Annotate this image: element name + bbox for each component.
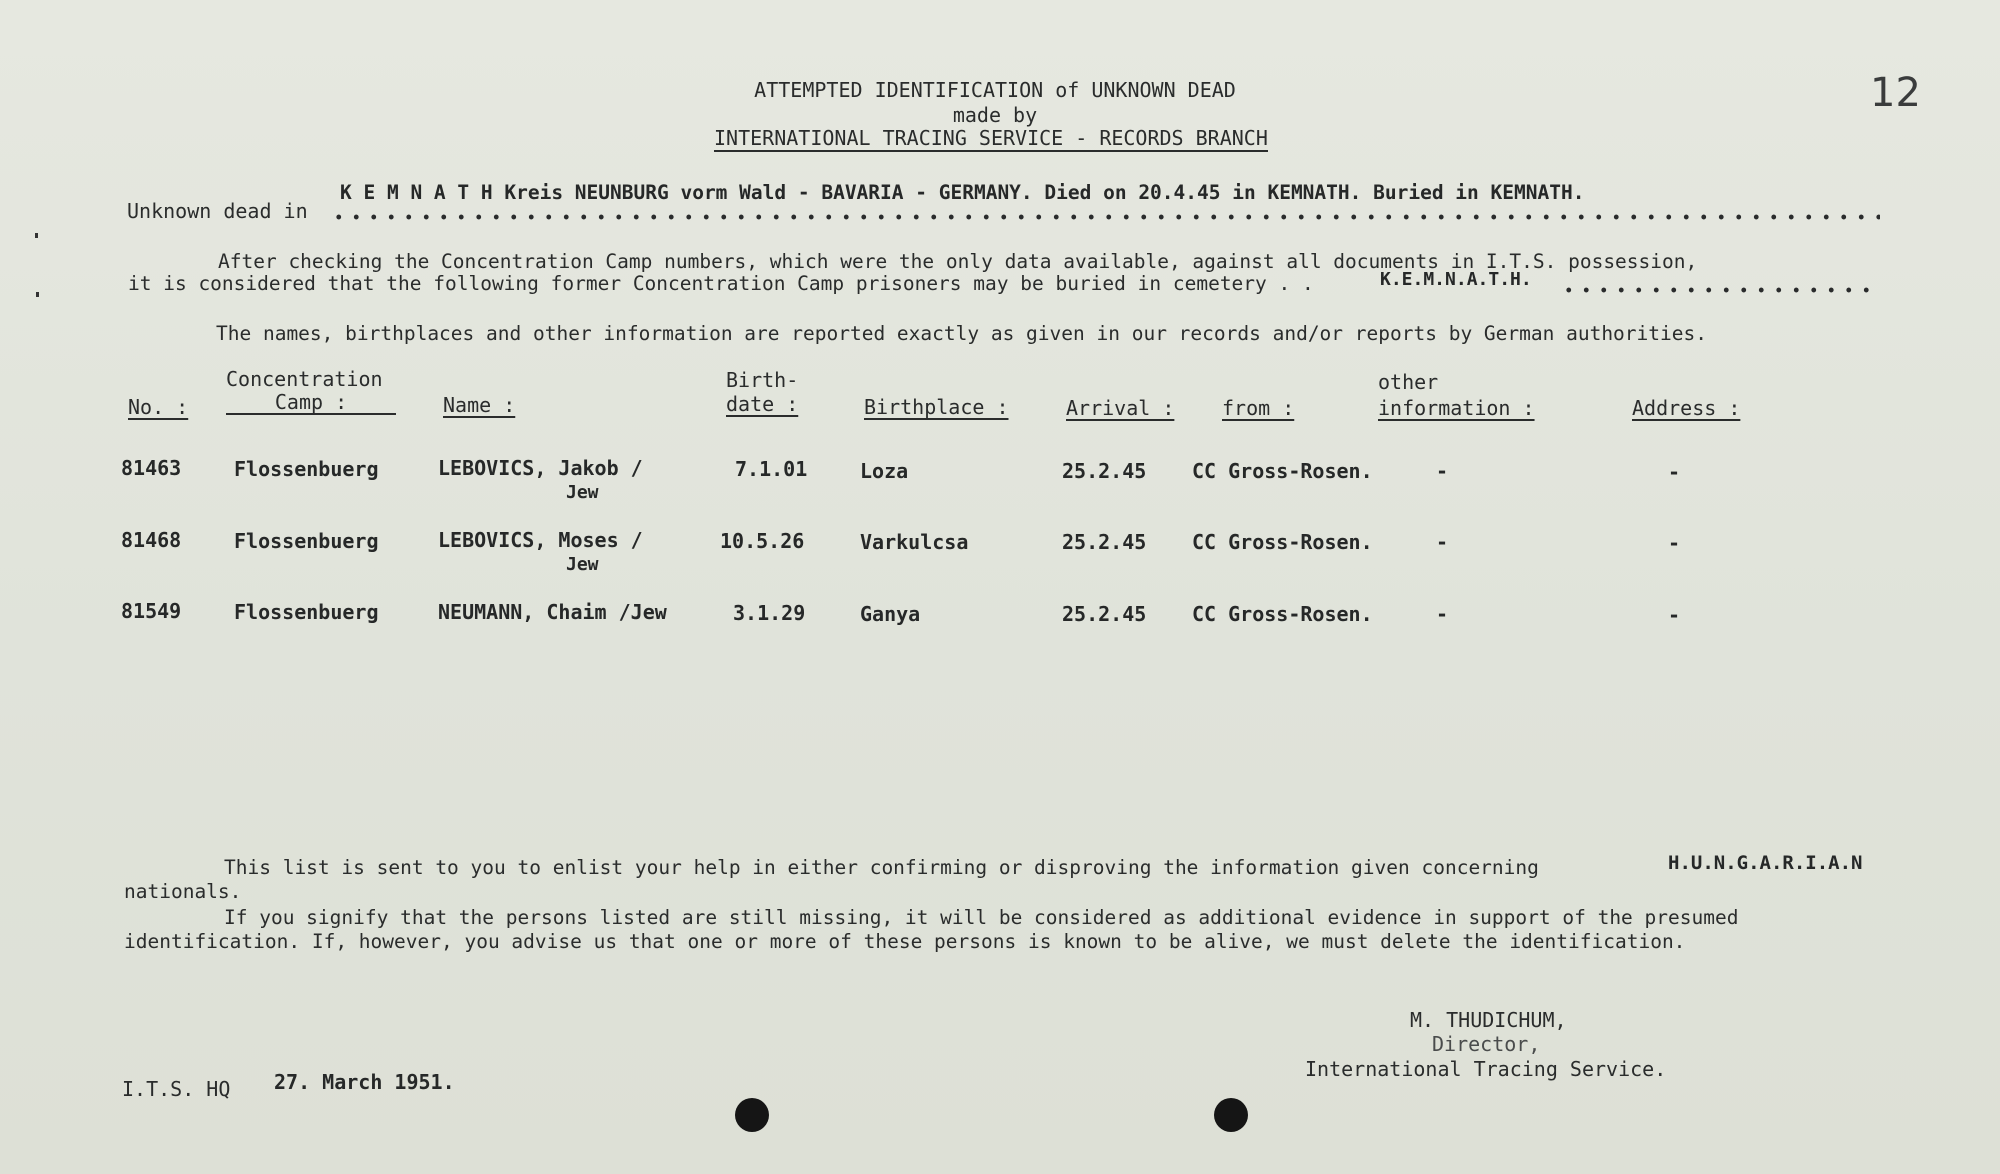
row1-name-line2: Jew (566, 482, 599, 503)
footer-p2-line2: identification. If, however, you advise us that one or more of these persons is known to be alive, we must delete the identification. (124, 930, 1686, 953)
paper-speck (36, 292, 39, 297)
cemetery-name: K.E.M.N.A.T.H. (1380, 269, 1532, 290)
dotted-leader (330, 214, 1880, 220)
signature-name: M. THUDICHUM, (1410, 1008, 1567, 1032)
signature-title: Director, (1432, 1032, 1541, 1056)
header-subtitle: made by (952, 103, 1038, 127)
row2-birthplace: Varkulcsa (860, 530, 969, 554)
footer-p2-line1: If you signify that the persons listed are still missing, it will be considered as additional evidence in support of the presumed (224, 906, 1739, 929)
row2-birthdate: 10.5.26 (720, 529, 805, 553)
document-date: 27. March 1951. (274, 1070, 455, 1094)
paragraph2: The names, birthplaces and other information are reported exactly as given in our records and/or reports by German authorities. (216, 322, 1707, 345)
header-address: Address : (1632, 396, 1741, 420)
header-from: from : (1222, 396, 1295, 420)
row1-other: - (1436, 459, 1449, 483)
dotted-leader (1560, 287, 1880, 293)
row3-from: CC Gross-Rosen. (1192, 602, 1373, 626)
row1-name: LEBOVICS, Jakob / (438, 456, 643, 480)
header-other: information : (1378, 396, 1535, 420)
signature-org: International Tracing Service. (1305, 1057, 1667, 1081)
paragraph1-line1: After checking the Concentration Camp numbers, which were the only data available, against all documents in I.T.S. possession, (218, 250, 1698, 273)
row2-name-line2: Jew (566, 554, 599, 575)
header-organization-text: INTERNATIONAL TRACING SERVICE - RECORDS BRANCH (714, 126, 1268, 150)
header-arrival: Arrival : (1066, 396, 1175, 420)
row3-no: 81549 (121, 599, 182, 623)
row1-camp: Flossenbuerg (234, 457, 379, 481)
header-other-top: other (1378, 370, 1439, 394)
row3-birthdate: 3.1.29 (733, 601, 806, 625)
row1-birthdate: 7.1.01 (735, 457, 808, 481)
paragraph1-line2: it is considered that the following former Concentration Camp prisoners may be buried in cemetery . . (128, 272, 1314, 295)
row2-from: CC Gross-Rosen. (1192, 530, 1373, 554)
row2-arrival: 25.2.45 (1062, 530, 1147, 554)
row1-from: CC Gross-Rosen. (1192, 459, 1373, 483)
footer-p1-line2: nationals. (124, 880, 242, 903)
footer-p1-line1: This list is sent to you to enlist your help in either confirming or disproving the information given concerning (224, 856, 1539, 879)
row3-address: - (1668, 603, 1681, 627)
nationality: H.U.N.G.A.R.I.A.N (1668, 852, 1863, 874)
header-camp: Camp : (226, 391, 396, 415)
unknown-dead-value: K E M N A T H Kreis NEUNBURG vorm Wald - BAVARIA - GERMANY. Died on 20.4.45 in KEMNATH. Buried in KEMNATH. (340, 181, 1585, 204)
punch-hole (1214, 1098, 1248, 1132)
place-label: I.T.S. HQ (122, 1077, 231, 1101)
paper-speck (35, 233, 38, 238)
row1-no: 81463 (121, 456, 182, 480)
row1-birthplace: Loza (860, 459, 909, 483)
row2-name: LEBOVICS, Moses / (438, 528, 643, 552)
header-birthdate-top: Birth- (726, 368, 799, 392)
row3-arrival: 25.2.45 (1062, 602, 1147, 626)
header-title: ATTEMPTED IDENTIFICATION of UNKNOWN DEAD (754, 78, 1236, 102)
header-camp-top: Concentration (226, 367, 383, 391)
row2-address: - (1668, 531, 1681, 555)
row2-other: - (1436, 530, 1449, 554)
row3-camp: Flossenbuerg (234, 600, 379, 624)
row1-arrival: 25.2.45 (1062, 459, 1147, 483)
header-no: No. : (128, 395, 189, 419)
header-birthdate: date : (726, 392, 799, 416)
row3-birthplace: Ganya (860, 602, 921, 626)
row3-other: - (1436, 602, 1449, 626)
header-name: Name : (443, 393, 516, 417)
row1-address: - (1668, 460, 1681, 484)
punch-hole (735, 1098, 769, 1132)
page-number: 12 (1870, 70, 1921, 116)
row3-name: NEUMANN, Chaim /Jew (438, 600, 667, 624)
header-organization (714, 126, 1268, 150)
unknown-dead-label: Unknown dead in (127, 199, 308, 223)
row2-no: 81468 (121, 528, 182, 552)
row2-camp: Flossenbuerg (234, 529, 379, 553)
header-birthplace: Birthplace : (864, 395, 1009, 419)
